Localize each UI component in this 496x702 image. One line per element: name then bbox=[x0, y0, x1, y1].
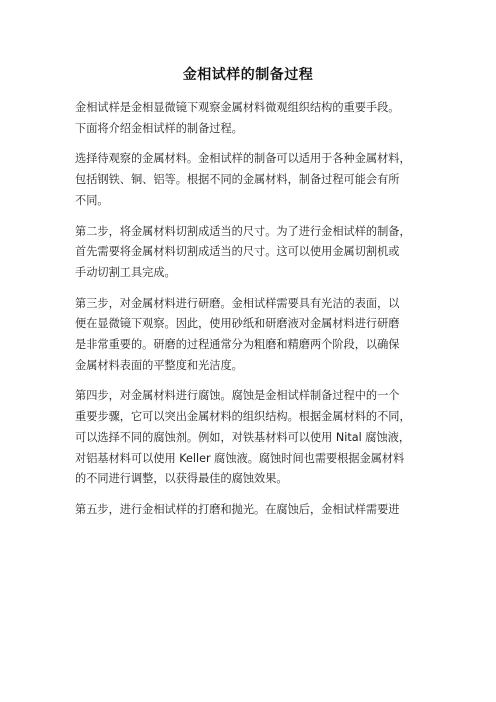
text-line: 的不同进行调整，以获得最佳的腐蚀效果。 bbox=[75, 472, 288, 486]
paragraph-step-3 bbox=[75, 294, 437, 377]
paragraph-step-2 bbox=[75, 222, 437, 284]
text-line: 第四步，对金属材料进行腐蚀。腐蚀是金相试样制备过程中的一个 bbox=[75, 389, 400, 403]
text-line: 选择待观察的金属材料。金相试样的制备可以适用于各种金属材料， bbox=[75, 152, 411, 166]
text-line: 重要步骤，它可以突出金属材料的组织结构。根据金属材料的不同， bbox=[75, 410, 411, 424]
text-line: 不同。 bbox=[75, 193, 109, 207]
text-line: 手动切割工具完成。 bbox=[75, 265, 176, 279]
paragraph-step-4 bbox=[75, 386, 437, 490]
paragraph-intro bbox=[75, 98, 437, 139]
text-line: 金属材料表面的平整度和光洁度。 bbox=[75, 358, 243, 372]
text-line: 第五步，进行金相试样的打磨和抛光。在腐蚀后，金相试样需要进 bbox=[75, 502, 400, 516]
paragraph-step-5 bbox=[75, 500, 437, 521]
text-line: 金相试样是金相显微镜下观察金属材料微观组织结构的重要手段。 bbox=[75, 101, 400, 114]
text-line: 便在显微镜下观察。因此，使用砂纸和研磨液对金属材料进行研磨 bbox=[75, 317, 400, 331]
page-title: 金相试样的制备过程 bbox=[182, 67, 314, 83]
text-line: 第二步，将金属材料切割成适当的尺寸。为了进行金相试样的制备， bbox=[75, 224, 411, 238]
text-line: 第三步，对金属材料进行研磨。金相试样需要具有光洁的表面，以 bbox=[75, 296, 400, 310]
text-line: 是非常重要的。研磨的过程通常分为粗磨和精磨两个阶段，以确保 bbox=[75, 338, 400, 352]
text-line: 下面将介绍金相试样的制备过程。 bbox=[75, 121, 243, 135]
paragraph-step-1 bbox=[75, 149, 437, 211]
text-line: 可以选择不同的腐蚀剂。例如，对铁基材料可以使用 Nital 腐蚀液， bbox=[75, 430, 411, 444]
text-line: 首先需要将金属材料切割成适当的尺寸。这可以使用金属切割机或 bbox=[75, 245, 400, 259]
text-line: 对铝基材料可以使用 Keller 腐蚀液。腐蚀时间也需要根据金属材料 bbox=[75, 451, 405, 465]
text-line: 包括钢铁、铜、铝等。根据不同的金属材料，制备过程可能会有所 bbox=[75, 173, 400, 187]
document-body bbox=[75, 98, 437, 531]
